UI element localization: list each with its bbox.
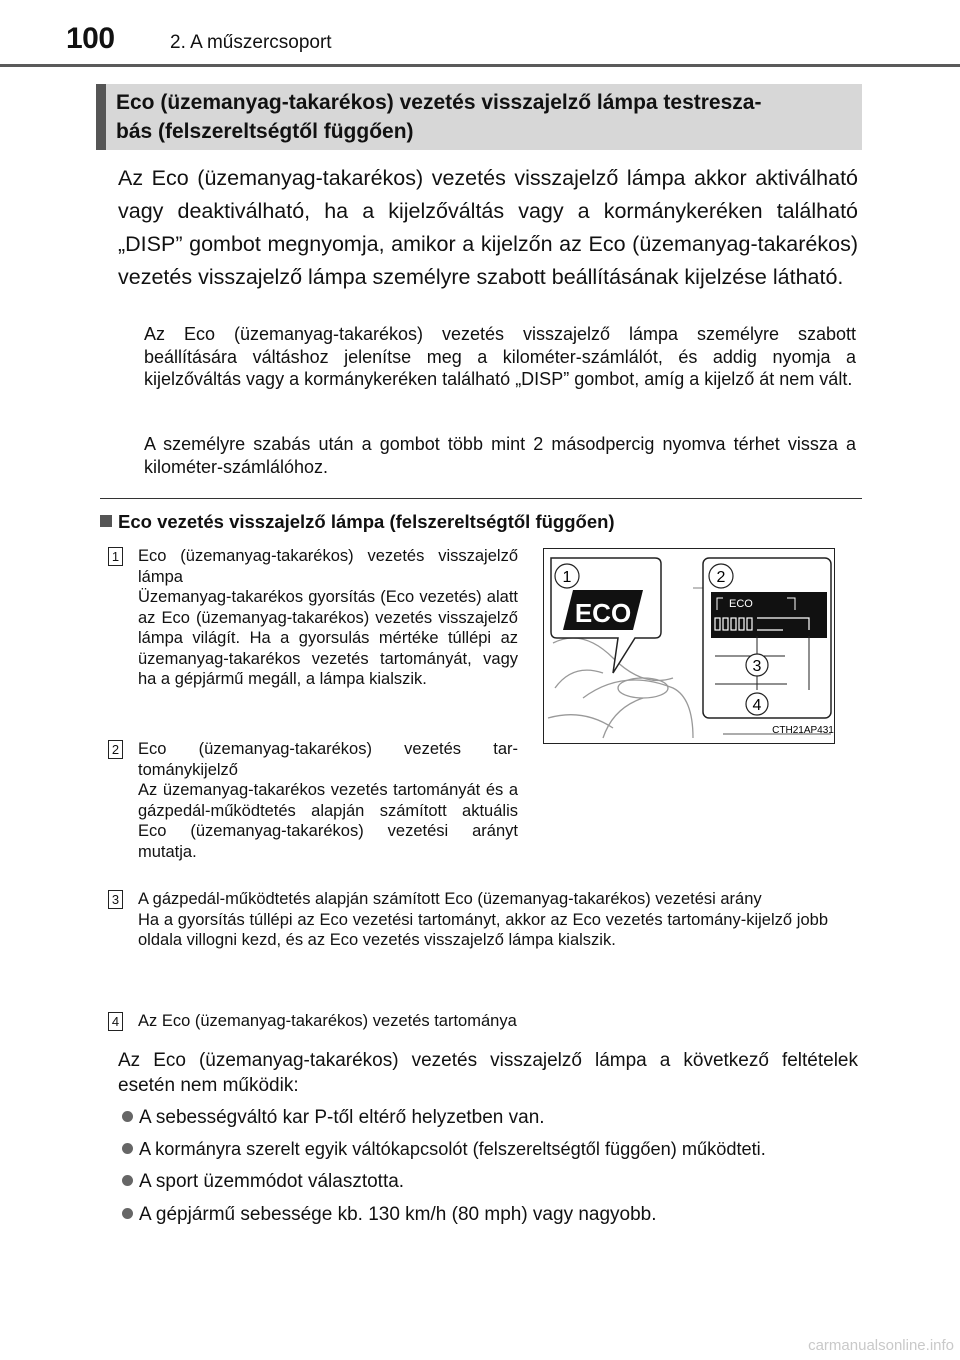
figure-code: CTH21AP431	[772, 725, 834, 736]
condition-text: A kormányra szerelt egyik váltókapcsolót (felszereltségtől függően) működteti.	[139, 1139, 766, 1159]
callout-number-1: 1	[562, 569, 572, 586]
condition-bullet-1	[122, 1107, 545, 1129]
item-head: A gázpedál-működtetés alapján számított Eco (üzemanyag-takarékos) vezetési arány	[138, 890, 762, 908]
item-head: Eco (üzemanyag-takarékos) vezetés tartománykijelző	[138, 740, 518, 779]
eco-indicator-illustration	[543, 548, 835, 744]
item-text	[138, 889, 828, 951]
range-display-label: ECO	[729, 598, 753, 610]
condition-text: A sport üzemmódot választotta.	[139, 1171, 405, 1192]
item-head: Az Eco (üzemanyag-takarékos) vezetés tartománya	[138, 1012, 517, 1030]
intro-paragraph: Az Eco (üzemanyag-takarékos) vezetés visszajelző lámpa akkor aktiválható vagy deaktiválható, ha a kijelzőváltás vagy a kormánykeréken található „DISP” gombot megnyomja, amikor a kijelzőn az Eco (üzemanyag-takarékos) vezetés visszajelző lámpa személyre szabott beállításának kijelzése látható.	[118, 166, 858, 289]
section-title-line-1: Eco (üzemanyag-takarékos) vezetés visszajelző lámpa testresza-	[116, 91, 762, 114]
square-bullet-icon	[100, 515, 112, 527]
subsection-title	[100, 511, 615, 533]
note-paragraph-2: A személyre szabás után a gombot több mint 2 másodpercig nyomva térhet vissza a kilométer-számlálóhoz.	[144, 434, 856, 477]
bullet-dot-icon	[122, 1175, 133, 1186]
item-text	[138, 1011, 828, 1032]
item-body: Ha a gyorsítás túllépi az Eco vezetési tartományt, akkor az Eco vezetés tartomány-kijelző jobb oldala villogni kezd, és az Eco vezetés visszajelző lámpa kialszik.	[138, 910, 828, 949]
section-title	[116, 88, 856, 146]
bullet-dot-icon	[122, 1143, 133, 1154]
watermark: carmanualsonline.info	[808, 1337, 954, 1354]
section-title-line-2: bás (felszereltségtől függően)	[116, 120, 414, 143]
item-head: Eco (üzemanyag-takarékos) vezetés visszajelző lámpa	[138, 547, 518, 586]
page-number: 100	[66, 22, 115, 55]
condition-bullet-4	[122, 1204, 657, 1226]
item-number-box: 4	[108, 1012, 123, 1031]
item-body: Az üzemanyag-takarékos vezetés tartományát és a gázpedál-működtetés alapján számított aktuális Eco (üzemanyag-takarékos) vezetési arányt mutatja.	[138, 781, 518, 861]
item-text	[138, 739, 518, 862]
section-heading-bar	[96, 84, 106, 150]
bullet-dot-icon	[122, 1208, 133, 1219]
chapter-title: 2. A műszercsoport	[170, 32, 332, 53]
section-divider	[100, 498, 862, 499]
item-number-box: 3	[108, 890, 123, 909]
item-number-box: 1	[108, 547, 123, 566]
subsection-title-text: Eco vezetés visszajelző lámpa (felszereltségtől függően)	[118, 511, 615, 532]
eco-badge-text: ECO	[574, 598, 632, 628]
bullet-dot-icon	[122, 1111, 133, 1122]
section-heading-box	[96, 84, 862, 150]
callout-number-2: 2	[716, 569, 726, 586]
header-rule	[0, 64, 960, 67]
item-number-box: 2	[108, 740, 123, 759]
conditions-intro: Az Eco (üzemanyag-takarékos) vezetés visszajelző lámpa a következő feltételek esetén nem működik:	[118, 1050, 858, 1096]
condition-bullet-3	[122, 1171, 404, 1193]
item-body: Üzemanyag-takarékos gyorsítás (Eco vezetés) alatt az Eco (üzemanyag-takarékos) vezetés visszajelző lámpa világít. Ha a gyorsulás mértéke túllépi az üzemanyag-takarékos vezetés tartományát, vagy ha a gépjármű megáll, a lámpa kialszik.	[138, 588, 518, 688]
callout-number-3: 3	[752, 658, 762, 675]
item-text	[138, 546, 518, 690]
callout-number-4: 4	[752, 697, 762, 714]
condition-text: A sebességváltó kar P-től eltérő helyzetben van.	[139, 1107, 545, 1128]
note-paragraph-1: Az Eco (üzemanyag-takarékos) vezetés visszajelző lámpa személyre szabott beállítására váltáshoz jelenítse meg a kilométer-számlálót, és addig nyomja a kijelzőváltás vagy a kormánykeréken található „DISP” gombot, amíg a kijelző át nem vált.	[144, 324, 856, 389]
condition-text: A gépjármű sebessége kb. 130 km/h (80 mph) vagy nagyobb.	[139, 1204, 657, 1225]
condition-bullet-2	[122, 1139, 766, 1160]
